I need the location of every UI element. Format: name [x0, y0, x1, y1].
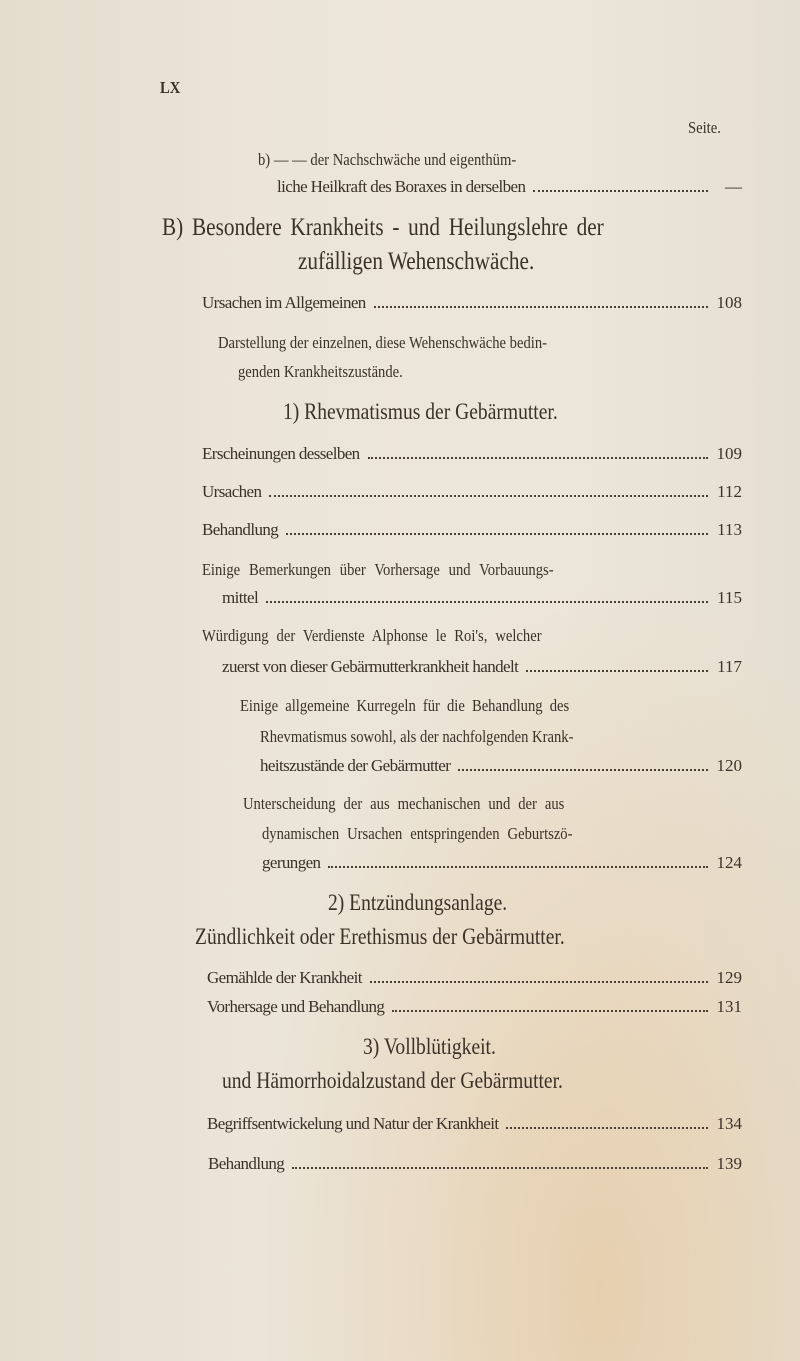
page-number: LX: [160, 78, 181, 97]
leader-dots: [266, 601, 708, 603]
entry-title: Vorhersage und Behandlung: [207, 997, 385, 1016]
toc-entry: [202, 444, 742, 464]
subsection-heading: und Hämorrhoidalzustand der Gebärmutter.: [222, 1068, 563, 1093]
subsection-heading: 2) Entzündungsanlage.: [328, 890, 508, 915]
toc-line: Unterscheidung der aus mechanischen und der aus: [243, 794, 565, 813]
leader-dots: [292, 1167, 708, 1169]
toc-line: Einige Bemerkungen über Vorhersage und Vorbauungs-: [202, 560, 554, 579]
entry-title: Ursachen: [202, 482, 262, 501]
entry-page: 134: [716, 1114, 742, 1133]
leader-dots: [370, 981, 708, 983]
entry-title: mittel: [222, 588, 259, 607]
entry-title: Begriffsentwickelung und Natur der Krankheit: [207, 1114, 499, 1133]
leader-dots: [458, 769, 708, 771]
toc-entry: [262, 853, 742, 873]
toc-entry: [202, 520, 742, 540]
entry-title: zuerst von dieser Gebärmutterkrankheit handelt: [222, 657, 519, 676]
toc-entry: [260, 756, 742, 776]
entry-page: 117: [717, 657, 742, 676]
leader-dots: [328, 866, 708, 868]
entry-title: Behandlung: [202, 520, 279, 539]
toc-entry: [207, 1114, 742, 1134]
leader-dots: [526, 670, 708, 672]
leader-dots: [368, 457, 708, 459]
entry-page: 113: [717, 520, 742, 539]
toc-entry: [222, 588, 742, 608]
toc-line: dynamischen Ursachen entspringenden Geburtszö-: [262, 824, 573, 843]
entry-title: gerungen: [262, 853, 321, 872]
entry-title: Behandlung: [208, 1154, 285, 1173]
leader-dots: [392, 1010, 708, 1012]
toc-line: Darstellung der einzelnen, diese Wehenschwäche bedin-: [218, 333, 548, 352]
subsection-heading: Zündlichkeit oder Erethismus der Gebärmutter.: [195, 924, 565, 949]
toc-entry: [202, 482, 742, 502]
entry-title: Ursachen im Allgemeinen: [202, 293, 366, 312]
subsection-heading: 1) Rhevmatismus der Gebärmutter.: [283, 399, 558, 424]
entry-page: 129: [716, 968, 742, 987]
entry-title: heitszustände der Gebärmutter: [260, 756, 451, 775]
entry-page: —: [725, 177, 742, 196]
leader-dots: [506, 1127, 708, 1129]
toc-entry: [207, 997, 742, 1017]
section-heading: B) Besondere Krankheits - und Heilungslehre der: [162, 214, 604, 241]
toc-entry: [202, 293, 742, 313]
subsection-heading: 3) Vollblütigkeit.: [363, 1034, 496, 1059]
toc-line: genden Krankheitszustände.: [238, 362, 403, 381]
entry-title: Erscheinungen desselben: [202, 444, 360, 463]
toc-line: Würdigung der Verdienste Alphonse le Roi's, welcher: [202, 626, 542, 645]
toc-entry: [207, 968, 742, 988]
leader-dots: [374, 306, 708, 308]
toc-entry: [277, 177, 742, 197]
toc-entry: [208, 1154, 742, 1174]
entry-page: 120: [716, 756, 742, 775]
leader-dots: [269, 495, 708, 497]
column-header: Seite.: [688, 118, 721, 137]
toc-line: Einige allgemeine Kurregeln für die Behandlung des: [240, 696, 570, 715]
toc-entry: [222, 657, 742, 677]
entry-page: 124: [716, 853, 742, 872]
entry-page: 139: [716, 1154, 742, 1173]
entry-page: 112: [717, 482, 742, 501]
entry-page: 115: [717, 588, 742, 607]
entry-title: Gemählde der Krankheit: [207, 968, 362, 987]
entry-title: liche Heilkraft des Boraxes in derselben: [277, 177, 526, 196]
toc-line: b) — — der Nachschwäche und eigenthüm-: [258, 150, 517, 169]
entry-page: 131: [716, 997, 742, 1016]
toc-line: Rhevmatismus sowohl, als der nachfolgenden Krank-: [260, 727, 574, 746]
leader-dots: [533, 190, 708, 192]
entry-page: 108: [716, 293, 742, 312]
section-heading: zufälligen Wehenschwäche.: [298, 248, 535, 275]
leader-dots: [286, 533, 708, 535]
entry-page: 109: [716, 444, 742, 463]
